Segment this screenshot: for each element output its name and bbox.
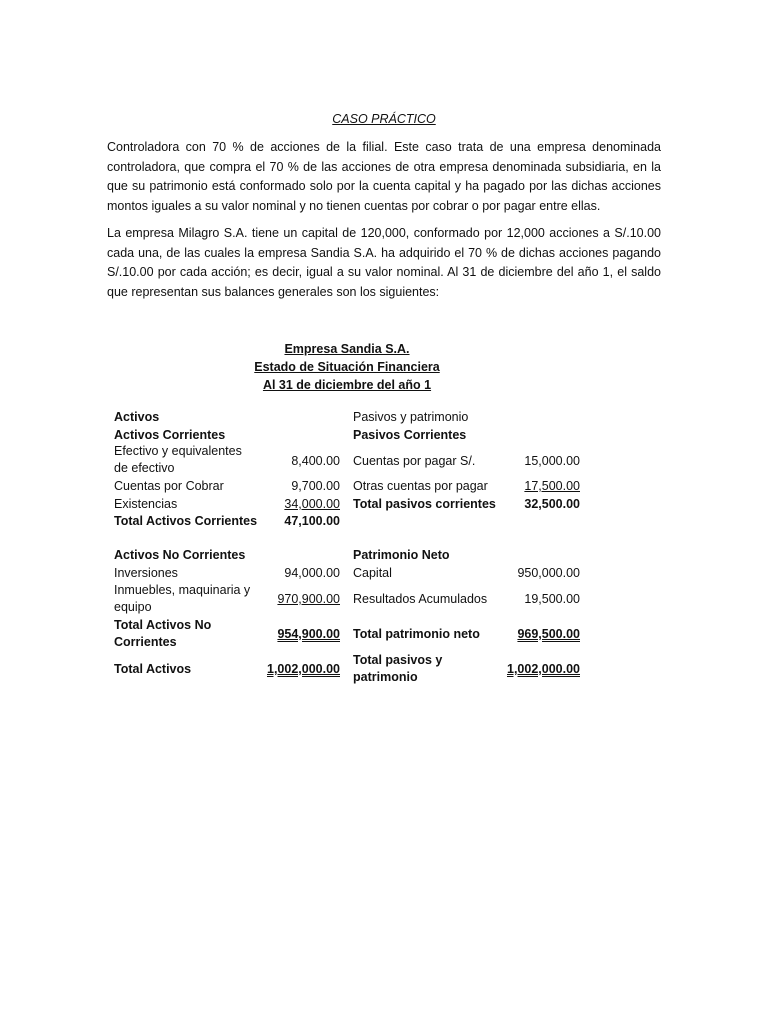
statement-name: Estado de Situación Financiera <box>254 360 440 374</box>
ppe-label: Inmuebles, maquinaria y equipo <box>114 583 251 614</box>
payables-label: Cuentas por pagar S/. <box>353 454 476 468</box>
total-liabilities-equity-amount: 1,002,000.00 <box>507 662 580 676</box>
total-noncurrent-assets-label: Total Activos No Corrientes <box>114 618 212 649</box>
ppe-amount: 970,900.00 <box>277 592 340 606</box>
retained-earnings-label: Resultados Acumulados <box>353 592 488 606</box>
statement-company: Empresa Sandia S.A. <box>284 342 410 356</box>
equity-header: Patrimonio Neto <box>353 548 450 562</box>
investments-label: Inversiones <box>114 566 178 580</box>
total-assets-label: Total Activos <box>114 662 192 676</box>
receivables-amount: 9,700.00 <box>291 479 340 493</box>
total-current-liabilities-amount: 32,500.00 <box>524 497 580 511</box>
total-equity-label: Total patrimonio neto <box>353 627 480 641</box>
cash-amount: 8,400.00 <box>291 454 340 468</box>
retained-earnings-amount: 19,500.00 <box>524 592 580 606</box>
payables-amount: 15,000.00 <box>524 454 580 468</box>
intro-paragraph: Controladora con 70 % de acciones de la filial. Este caso trata de una empresa denominada controladora, que compra el 70 % de las acciones de otra empresa denominada subsidiaria, en la que su patrimonio está conformado solo por la cuenta capital y ha pagado por las dichas acciones montos iguales a su valor nominal y no tienen cuentas por cobrar o por pagar entre ellas. <box>107 140 661 213</box>
statement-date: Al 31 de diciembre del año 1 <box>262 378 432 392</box>
cash-label: Efectivo y equivalentes de efectivo <box>114 444 242 475</box>
total-current-liabilities-label: Total pasivos corrientes <box>353 497 496 511</box>
capital-label: Capital <box>353 566 392 580</box>
capital-amount: 950,000.00 <box>517 566 580 580</box>
current-assets-header: Activos Corrientes <box>114 428 226 442</box>
receivables-label: Cuentas por Cobrar <box>114 479 224 493</box>
inventory-amount: 34,000.00 <box>284 497 340 511</box>
current-liabilities-header: Pasivos Corrientes <box>353 428 467 442</box>
investments-amount: 94,000.00 <box>284 566 340 580</box>
total-liabilities-equity-label: Total pasivos y patrimonio <box>353 653 443 684</box>
case-paragraph: La empresa Milagro S.A. tiene un capital de 120,000, conformado por 12,000 acciones a S/.10.00 cada una, de las cuales la empresa Sandia S.A. ha adquirido el 70 % de dichas acciones pagando S/.10.00 por cada acción; es decir, igual a su valor nominal. Al 31 de diciembre del año 1, el saldo que representan sus balances generales son los siguientes: <box>107 226 661 299</box>
inventory-label: Existencias <box>114 497 178 511</box>
total-current-assets-label: Total Activos Corrientes <box>114 514 258 528</box>
total-current-assets-amount: 47,100.00 <box>284 514 340 528</box>
assets-header: Activos <box>114 410 160 424</box>
other-payables-label: Otras cuentas por pagar <box>353 479 488 493</box>
liabilities-equity-header: Pasivos y patrimonio <box>353 410 469 424</box>
total-equity-amount: 969,500.00 <box>517 627 580 641</box>
total-noncurrent-assets-amount: 954,900.00 <box>277 627 340 641</box>
noncurrent-assets-header: Activos No Corrientes <box>114 548 246 562</box>
page-title: CASO PRÁCTICO <box>332 112 436 126</box>
other-payables-amount: 17,500.00 <box>524 479 580 493</box>
total-assets-amount: 1,002,000.00 <box>267 662 340 676</box>
